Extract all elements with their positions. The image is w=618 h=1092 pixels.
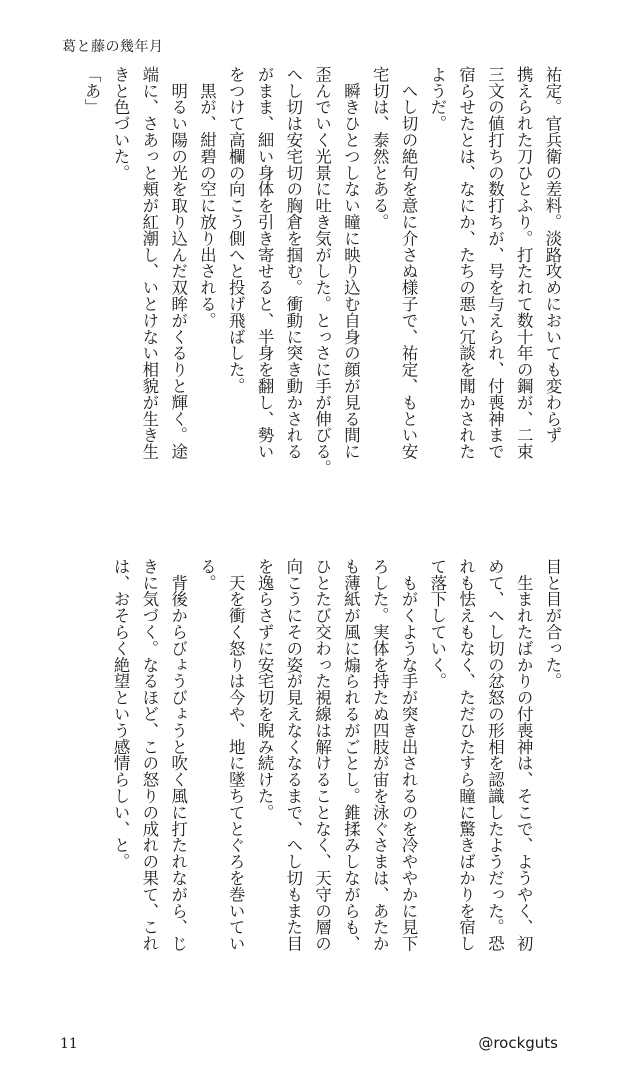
text-line: 目と目が合った。: [543, 558, 562, 690]
text-line: ようだ。: [427, 66, 447, 132]
page-number: 11: [60, 1036, 78, 1052]
text-line: がまま、細い身体を引き寄せると、半身を翻し、勢い: [255, 66, 275, 460]
text-line: も薄紙が風に煽られるがごとし。錐揉みしながらも、: [341, 558, 361, 952]
text-line: を逸らさずに安宅切を睨み続けた。: [255, 558, 275, 821]
text-line: 背後からびょうびょうと吹く風に打たれながら、じ: [168, 558, 188, 952]
bottom-text-block: [106, 558, 566, 1012]
text-line: へし切の絶句を意に介さぬ様子で、祐定、もとい安: [399, 66, 419, 460]
text-line: 生まれたばかりの付喪神は、そこで、ようやく、初: [514, 558, 534, 952]
text-line: ひとたび交わった視線は解けることなく、天守の層の: [312, 558, 332, 952]
text-line: をつけて高欄の向こう側へと投げ飛ばした。: [226, 66, 246, 394]
text-line: 宿らせたとは、なにか、たちの悪い冗談を聞かされた: [456, 66, 476, 460]
text-line: 端に、さあっと頬が紅潮し、いとけない相貌が生き生: [139, 66, 159, 460]
top-text-block: [82, 66, 566, 526]
text-line: ろした。実体を持たぬ四肢が宙を泳ぐさまは、あたか: [370, 558, 390, 952]
text-line: 黒が、紺碧の空に放り出される。: [197, 66, 217, 329]
text-line: へし切は安宅切の胸倉を掴む。衝動に突き動かされる: [283, 66, 303, 460]
text-line: る。: [197, 558, 217, 591]
text-line: 天を衝く怒りは今や、地に墜ちてとぐろを巻いてい: [226, 558, 246, 952]
text-line: 宅切は、泰然とある。: [370, 66, 390, 230]
text-line: 三文の値打ちの数打ちが、号を与えられ、付喪神まで: [485, 66, 505, 460]
text-line: めて、へし切の忿怒の形相を認識したようだった。恐: [485, 558, 505, 952]
text-line: 向こうにその姿が見えなくなるまで、へし切もまた目: [283, 558, 303, 952]
text-line: もがくような手が突き出されるのを冷ややかに見下: [399, 558, 419, 952]
book-title: 葛と藤の幾年月: [62, 39, 164, 55]
text-line: 携えられた刀ひとふり。打たれて数十年の鋼が、二束: [514, 66, 534, 460]
text-line: 祐定。官兵衛の差料。淡路攻めにおいても変わらず: [543, 66, 562, 444]
text-line: きと色づいた。: [111, 66, 131, 181]
text-line: て落下していく。: [427, 558, 447, 690]
author-handle: @rockguts: [478, 1034, 558, 1052]
text-line: 瞬きひとつしない瞳に映り込む自身の顔が見る間に: [341, 66, 361, 460]
text-line: れも怯えもなく、ただひたすら瞳に驚きばかりを宿し: [456, 558, 476, 952]
text-line: きに気づく。なるほど、この怒りの成れの果て、これ: [139, 558, 159, 952]
text-line: 歪んでいく光景に吐き気がした。とっさに手が伸びる。: [312, 66, 332, 476]
text-line: 明るい陽の光を取り込んだ双眸がくるりと輝く。途: [168, 66, 188, 460]
text-line: は、おそらく絶望という感情らしい、と。: [111, 558, 131, 870]
text-line: 「あ」: [82, 66, 102, 116]
